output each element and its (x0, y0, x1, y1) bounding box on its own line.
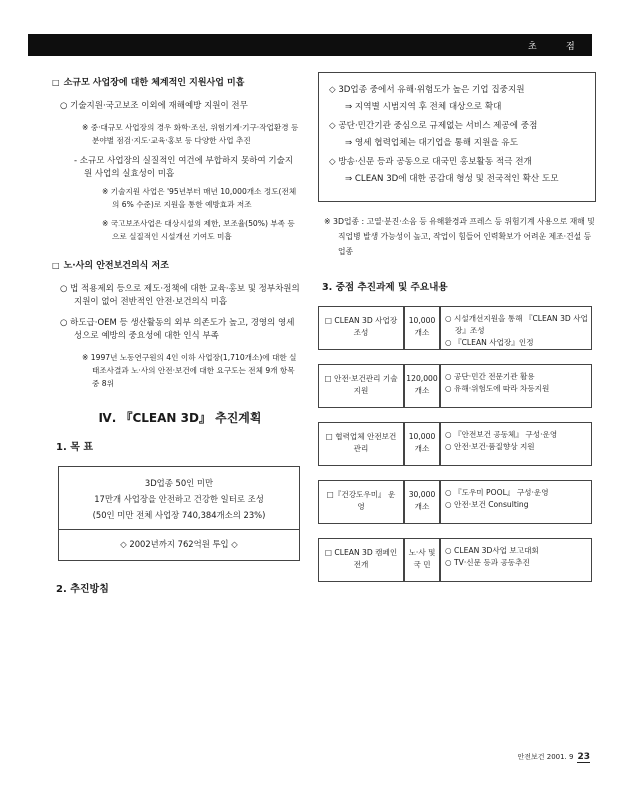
task-name: □ 협력업체 안전보건관리 (318, 422, 404, 466)
left-column (52, 72, 300, 608)
header-char-2: 점 (566, 42, 575, 52)
paragraph-3: ○ 하도급·OEM 등 생산활동의 외부 의존도가 높고, 경영의 영세성으로 예방의 중요성에 대한 인식 부족 (60, 318, 295, 341)
goal-line-4: ◇ 2002년까지 762억원 투입 ◇ (120, 539, 238, 549)
task-row (318, 306, 596, 350)
task-name: □ CLEAN 3D 캠페인 전개 (318, 538, 404, 582)
policy-3-arrow: ⇒ CLEAN 3D에 대한 공감대 형성 및 전국적인 확산 도모 (345, 174, 559, 184)
task-target: 30,000 개소 (404, 480, 440, 524)
policy-box (318, 72, 596, 202)
header-char-1: 초 (528, 42, 537, 52)
paragraph-2: ○ 법 적용제외 등으로 제도·정책에 대한 교육·홍보 및 정부차원의 지원이 없어 전반적인 안전·보건의식 미흡 (60, 284, 300, 307)
page-footer (517, 752, 590, 762)
task-target: 노·사 및 국 민 (404, 538, 440, 582)
task-content: ○ 공단·민간 전문기관 활용 ○ 유해·위험도에 따라 차등지원 (440, 364, 592, 408)
section-title: Ⅳ. 『CLEAN 3D』 추진계획 (98, 411, 262, 425)
dash-item-1: - 소규모 사업장의 실질적인 여건에 부합하지 못하여 기술지원 사업의 실효성이 미흡 (74, 156, 294, 179)
task-target: 120,000 개소 (404, 364, 440, 408)
task-content: ○ CLEAN 3D사업 보고대회 ○ TV·신문 등과 공동추진 (440, 538, 592, 582)
plan-heading: 2. 추진방침 (56, 584, 109, 595)
task-target: 10,000 개소 (404, 422, 440, 466)
goal-line-1: 3D업종 50인 미만 (144, 478, 214, 488)
policy-1-arrow: ⇒ 지역별 시범지역 후 전체 대상으로 확대 (345, 102, 502, 112)
policy-2: ◇ 공단·민간기관 중심으로 규제없는 서비스 제공에 중점 (329, 121, 538, 131)
right-column (318, 72, 596, 596)
task-content: ○ 『도우미 POOL』 구성·운영 ○ 안전·보건 Consulting (440, 480, 592, 524)
task-content: ○ 시설개선지원을 통해 『CLEAN 3D 사업장』조성 ○ 『CLEAN 사업장』인정 (440, 306, 592, 350)
goal-line-3: (50인 미만 전체 사업장 740,384개소의 23%) (92, 510, 266, 520)
note-1: ※ 중·대규모 사업장의 경우 화학·조선, 위험기계·기구·작업환경 등 분야별 점검·지도·교육·홍보 등 다양한 사업 추진 (82, 123, 299, 145)
policy-2-arrow: ⇒ 영세 협력업체는 대기업을 통해 지원을 유도 (345, 138, 519, 148)
page-number: 23 (577, 752, 590, 762)
policy-3: ◇ 방송·신문 등과 공동으로 대국민 홍보활동 적극 전개 (329, 157, 532, 167)
goal-heading: 1. 목 표 (56, 442, 94, 453)
task-name: □ 안전·보건관리 기술지원 (318, 364, 404, 408)
task-target: 10,000 개소 (404, 306, 440, 350)
paragraph-1: ○ 기술지원·국고보조 이외에 재해예방 지원이 전무 (60, 101, 248, 111)
task-name: □ CLEAN 3D 사업장 조성 (318, 306, 404, 350)
goal-line-2: 17만개 사업장을 안전하고 건강한 일터로 조성 (94, 494, 264, 504)
note-2: ※ 기술지원 사업은 '95년부터 매년 10,000개소 정도(전체의 6% 수준)로 지원을 통한 예방효과 저조 (102, 187, 297, 209)
subheading-1: □ 소규모 사업장에 대한 체계적인 지원사업 미흡 (52, 78, 245, 88)
header-bar (28, 34, 592, 56)
goal-box (58, 466, 300, 561)
subheading-2: □ 노·사의 안전보건의식 저조 (52, 261, 169, 271)
tasks-heading: 3. 중점 추진과제 및 주요내용 (322, 282, 448, 293)
footer-label: 안전보건 2001. 9 (517, 753, 574, 761)
task-content: ○ 『안전보건 공동체』 구성·운영 ○ 안전·보건·품질향상 지원 (440, 422, 592, 466)
task-row (318, 422, 596, 466)
policy-1: ◇ 3D업종 중에서 유해·위험도가 높은 기업 집중지원 (329, 85, 525, 95)
task-row (318, 538, 596, 582)
3d-definition-note: ※ 3D업종 : 고열·분진·소음 등 유해환경과 프레스 등 위험기계 사용으로 재해 및 직업병 발생 가능성이 높고, 작업이 힘들어 인력확보가 어려운 제조·건설 등 업종 (324, 217, 595, 256)
note-3: ※ 국고보조사업은 대상시설의 제한, 보조율(50%) 부족 등으로 실질적인 시설개선 기여도 미흡 (102, 219, 295, 241)
task-row (318, 480, 596, 524)
note-4: ※ 1997년 노동연구원의 4인 이하 사업장(1,710개소)에 대한 실태조사결과 노·사의 안전·보건에 대한 요구도는 전체 9개 항목 중 8위 (82, 353, 297, 388)
task-name: □『건강도우미』 운영 (318, 480, 404, 524)
task-row (318, 364, 596, 408)
